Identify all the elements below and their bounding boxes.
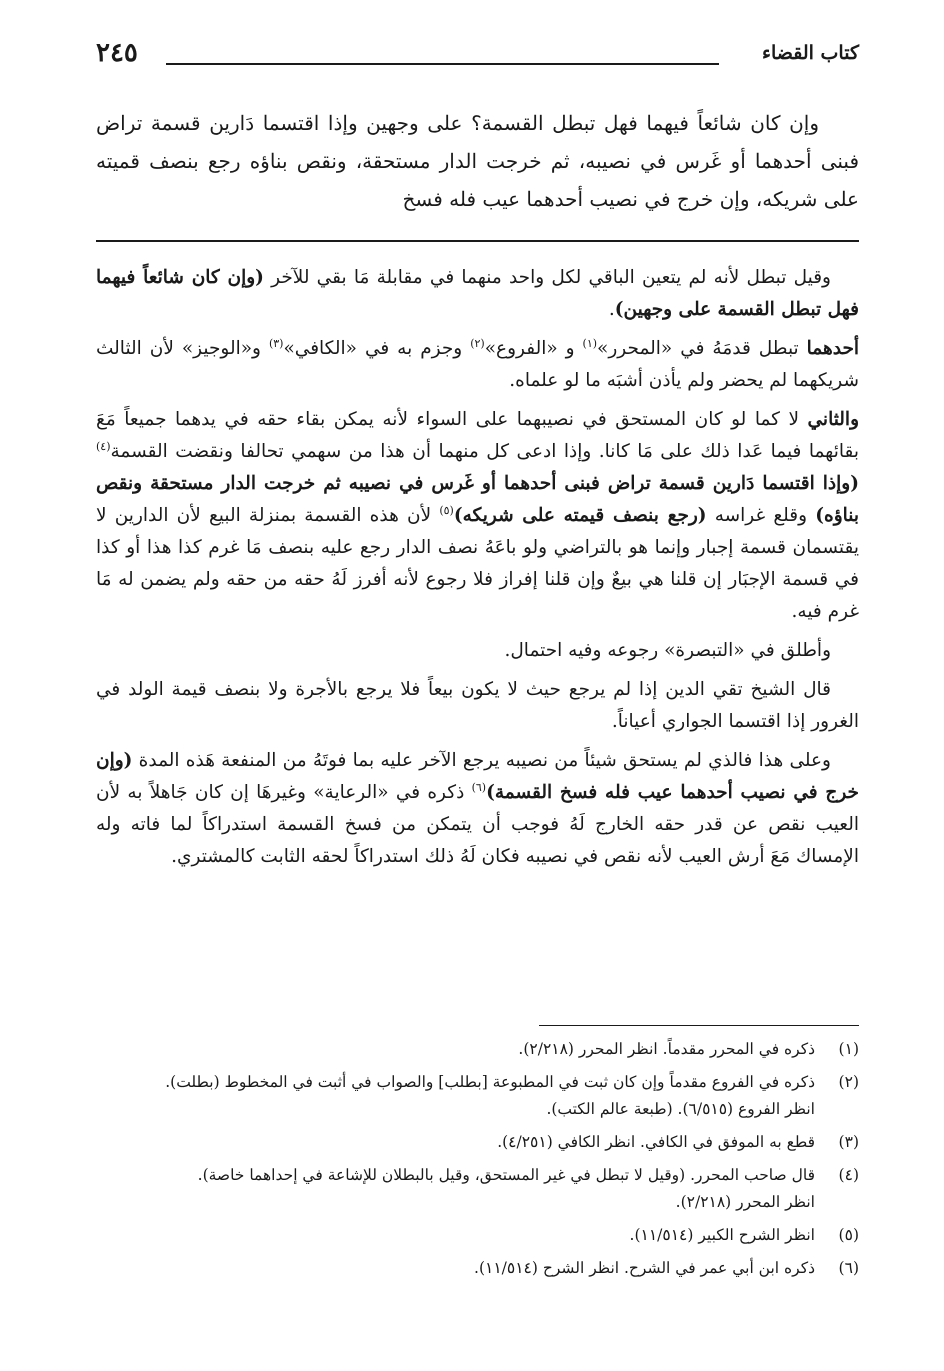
footnote-number: (٥): [838, 1226, 859, 1244]
commentary-paragraph-3: [96, 404, 859, 628]
commentary-paragraph-4: وأطلق في «التبصرة» رجوعه وفيه احتمال.: [504, 640, 831, 661]
bold-term: والثاني: [807, 409, 859, 430]
running-header: [96, 40, 859, 80]
footnote-text: ذكره في المحرر مقدماً. انظر المحرر (٢/٢١٨).: [518, 1040, 815, 1058]
footnote-text: ذكره ابن أبي عمر في الشرح. انظر الشرح (١١/٥١٤).: [474, 1259, 815, 1277]
commentary-paragraph-6: [96, 745, 859, 873]
footnote-number: (١): [838, 1040, 859, 1058]
footnote-ref: (٤): [96, 439, 111, 453]
footnote-2: [96, 1069, 859, 1123]
text-run: وقيل تبطل لأنه لم يتعين الباقي لكل واحد منهما في مقابلة مَا بقي للآخر: [263, 267, 831, 288]
footnote-text: ذكره في الفروع مقدماً وإن كان ثبت في المطبوعة [بطلب] والصواب في أثبت في المخطوط (بطلت).: [165, 1073, 815, 1091]
footnote-ref: (١): [582, 336, 598, 350]
quoted-matn: (رجع بنصف قيمته على شريكه): [453, 505, 707, 526]
quoted-matn: (وإن كان شائعاً فيهما فهل تبطل القسمة على وجهين): [96, 267, 859, 320]
text-run: لا كما لو كان المستحق في نصيبهما على السواء لأنه يمكن بقاء حقه في يدهما جميعاً مَعَ بقائهما فيما عَدا ذلك على مَا كانا. وإذا ادعى كل منهما أن هذا من سهمي تحالفا ونقضت القسمة: [96, 409, 859, 462]
section-divider: [96, 240, 859, 242]
footnote-ref: (٥): [439, 503, 454, 517]
footnote-3: [96, 1129, 859, 1156]
commentary-paragraph-2: [96, 333, 859, 397]
footnote-1: [96, 1036, 859, 1063]
footnote-text: انظر الشرح الكبير (١١/٥١٤).: [629, 1226, 815, 1244]
commentary-paragraph-5: قال الشيخ تقي الدين إذا لم يرجع حيث لا يكون بيعاً فلا يرجع بالأجرة ولا بنصف قيمة الولد في الغرور إذا اقتسما الجواري أعياناً.: [96, 679, 859, 732]
quoted-matn: (وإن خرج في نصيب أحدهما عيب فله فسخ القسمة): [96, 750, 859, 803]
text-run: ذكره في «الرعاية» وغيرهَا إن كان جَاهلاً به لأن العيب نقص عن قدر حقه الخارج لَهُ فوجب أن يتمكن من فسخ القسمة استدراكاً لما فاته وله الإمساك مَعَ أرش العيب لأنه نقص في نصيبه فكان لَهُ ذلك استدراكاً لحقه الثابت كالمشتري.: [96, 782, 859, 867]
header-rule: [166, 63, 719, 65]
text-run: وعلى هذا فالذي لم يستحق شيئاً من نصيبه يرجع الآخر عليه بما فوتَهُ من المنفعة هَذه المدة: [132, 750, 831, 771]
footnote-text: انظر الفروع (٦/٥١٥). (طبعة عالم الكتب).: [546, 1100, 815, 1118]
text-run: وجزم به في «الكافي»: [283, 338, 471, 359]
footnote-number: (٢): [838, 1073, 859, 1091]
footnote-ref: (٦): [471, 780, 487, 794]
quoted-matn: (وإذا اقتسما دَارين قسمة تراض فبنى أحدهما أو غَرس في نصيبه ثم خرجت الدار مستحقة ونقص بناؤه): [96, 473, 859, 526]
main-text-paragraph: وإن كان شائعاً فيهما فهل تبطل القسمة؟ على وجهين وإذا اقتسما دَارين قسمة تراض فبنى أحدهما أو غَرس في نصيبه، ثم خرجت الدار مستحقة، ونقص بناؤه رجع بنصف قميته على شريكه، وإن خرج في نصيب أحدهما عيب فله فسخ: [96, 111, 859, 211]
text-run: وقلع غراسه: [706, 505, 816, 526]
footnote-6: [96, 1255, 859, 1282]
footnote-5: [96, 1222, 859, 1249]
footnote-ref: (٣): [268, 336, 284, 350]
text-run: و«الوجيز» لأن الثالث شريكهما لم يحضر ولم يأذن أشبَه ما لو علماه.: [96, 338, 859, 391]
footnote-text: قطع به الموفق في الكافي. انظر الكافي (٤/٢٥١).: [497, 1133, 815, 1151]
text-run: .: [608, 299, 615, 320]
commentary-paragraph-1: [96, 262, 859, 326]
footnote-divider: [539, 1025, 859, 1026]
footnote-ref: (٢): [470, 336, 485, 350]
footnotes: [96, 1036, 859, 1288]
bold-term: أحدهما: [806, 338, 860, 359]
footnote-text: انظر المحرر (٢/٢١٨).: [675, 1193, 815, 1211]
footnote-4: [96, 1162, 859, 1216]
footnote-text: قال صاحب المحرر. (وقيل لا تبطل في غير المستحق، وقيل بالبطلان للإشاعة في إحداهما خاصة).: [197, 1166, 815, 1184]
main-text: [96, 104, 859, 218]
footnote-number: (٤): [838, 1166, 859, 1184]
commentary: [96, 262, 859, 880]
footnote-number: (٦): [838, 1259, 859, 1277]
text-run: لأن هذه القسمة بمنزلة البيع لأن الدارين لا يقتسمان قسمة إجبار وإنما هو بالتراضي ولو باعَهُ نصف الدار رجع عليه بنصف مَا غرم كذا هذا أو كذا في قسمة الإجبَار إن قلنا هي بيعٌ وإن قلنا إفراز فلا رجوع لأنه أفرز لَهُ حقه من حقه ولم يضمن له مَا غرم فيه.: [96, 505, 859, 622]
footnote-number: (٣): [838, 1133, 859, 1151]
chapter-title: كتاب القضاء: [762, 42, 859, 64]
page-number: ٢٤٥: [96, 38, 138, 68]
text-run: و «الفروع»: [484, 338, 583, 359]
text-run: تبطل قدمَهُ في «المحرر»: [597, 338, 807, 359]
